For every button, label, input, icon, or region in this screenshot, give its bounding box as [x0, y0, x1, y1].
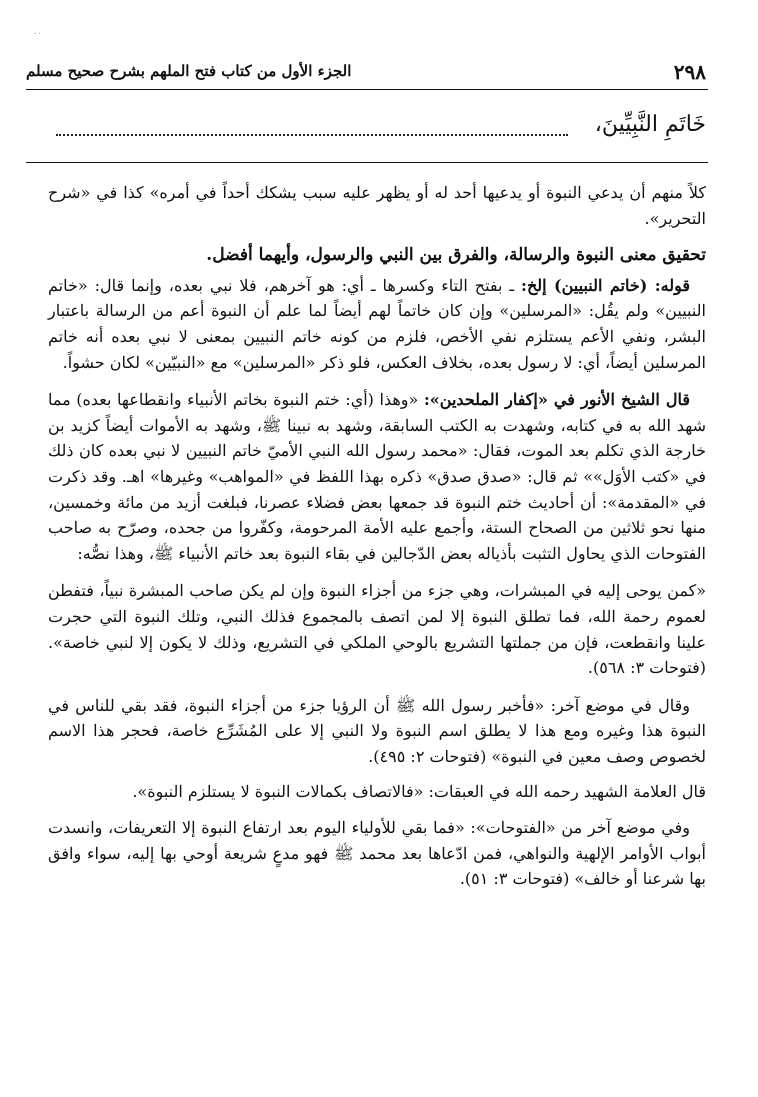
dotted-leader [56, 134, 568, 136]
paragraph-7: وفي موضع آخر من «الفتوحات»: «فما بقي للأولياء اليوم بعد ارتفاع النبوة إلا التعريفات، وانسدت أبواب الأوامر الإلهية والنواهي، فمن ادّعاها بعد محمد ﷺ فهو مدعٍ شريعة أوحي بها إليه، سواء وافق بها شرعنا أو خالف» (فتوحات ٣: ٥١). [48, 818, 706, 889]
section-rule [26, 162, 708, 163]
paragraph-2 [48, 273, 706, 375]
paragraph-2-lead: قوله: (خاتم النبيين) إلخ: [521, 275, 691, 295]
paragraph-3 [48, 387, 706, 566]
section-heading: تحقيق معنى النبوة والرسالة، والفرق بين النبي والرسول، وأيهما أفضل. [206, 245, 706, 266]
paragraph-3-lead: قال الشيخ الأنور في «إكفار الملحدين»: [423, 390, 691, 410]
running-title: الجزء الأول من كتاب فتح الملهم بشرح صحيح مسلم [26, 62, 352, 80]
paragraph-4: «كمن يوحى إليه في المبشرات، وهي جزء من أجزاء النبوة وإن لم يكن صاحب المبشرة نبياً، فتفطن لعموم رحمة الله، فما تطلق النبوة إلا لمن اتصف بالمجموع فذلك النبي، وتلك النبوة التي حجرت علينا وانقطعت، فإن من جملتها التشريع بالوحي الملكي في التشريع، وذلك لا يكون إلا لنبي خاصة». (فتوحات ٣: ٥٦٨). [48, 581, 707, 678]
paragraph-1: كلاً منهم أن يدعي النبوة أو يدعيها أحد له أو يظهر عليه سبب يشكك أحداً في أمره» كذا في «شرح التحرير». [48, 183, 707, 228]
paragraph-3-text: «وهذا (أي: ختم النبوة بخاتم الأنبياء وانقطاعها بعده) مما شهد الله به في كتابه، وشهدت به الكتب السابقة، وشهد به نبينا ﷺ، وشهد به الأموات أيضاً كزيد بن خارجة الذي تكلم بعد الموت، فقال: «محمد رسول الله النبي الأميّ خاتم النبيين لا نبي بعده كان ذلك في «كتب الأوَل»» ثم قال: «صدق صدق» ذكره بهذا اللفظ في «المواهب» وغيرها» اهـ. وقد ذكرت في «المقدمة»: أن أحاديث ختم النبوة قد جمعها بعض فضلاء عصرنا، فبلغت أزيد من مائة وخمسين، منها نحو ثلاثين من الصحاح الستة، وأجمع عليه الأمة المرحومة، وكفّروا من جحده، وصرّح به صاحب الفتوحات الذي يحاول التثبت بأذياله بعض الدّجالين في بقاء النبوة بعد خاتم الأنبياء ﷺ، وهذا نصُّه: [48, 390, 706, 563]
header-rule [26, 89, 708, 90]
scan-mark: · · [34, 30, 41, 38]
paragraph-5: وقال في موضع آخر: «فأخبر رسول الله ﷺ أن الرؤيا جزء من أجزاء النبوة، فقد بقي للناس في النبوة هذا وغيره ومع هذا لا يطلق اسم النبوة ولا النبي إلا على المُشَرِّع خاصة، فحجر هذا الاسم لخصوص وصف معين في النبوة» (فتوحات ٢: ٤٩٥). [48, 695, 706, 766]
page-header [26, 60, 706, 88]
hadith-words: خَاتَمِ النَّبِيِّينَ، [594, 112, 706, 137]
paragraph-2-text: ـ بفتح التاء وكسرها ـ أي: هو آخرهم، فلا نبي بعده، وإنما قال: «خاتم النبيين» ولم يقُل: «المرسلين» وإن كان خاتماً لهم أيضاً لما علم أن النبوة أعم من الرسالة باعتبار البشر، ونفي الأعم يستلزم نفي الأخص، فلزم من كونه خاتم النبيين بمعنى لا نبي بعده أنه خاتم المرسلين أيضاً، أي: لا رسول بعده، بخلاف العكس، فلو ذكر «المرسلين» مع «النبيّين» لكان حشواً. [48, 275, 706, 372]
page-number: ٢٩٨ [673, 60, 706, 84]
paragraph-6: قال العلامة الشهيد رحمه الله في العبقات: «فالاتصاف بكمالات النبوة لا يستلزم النبوة». [132, 782, 706, 802]
hadith-excerpt [56, 112, 706, 146]
commentary-text [48, 180, 706, 892]
